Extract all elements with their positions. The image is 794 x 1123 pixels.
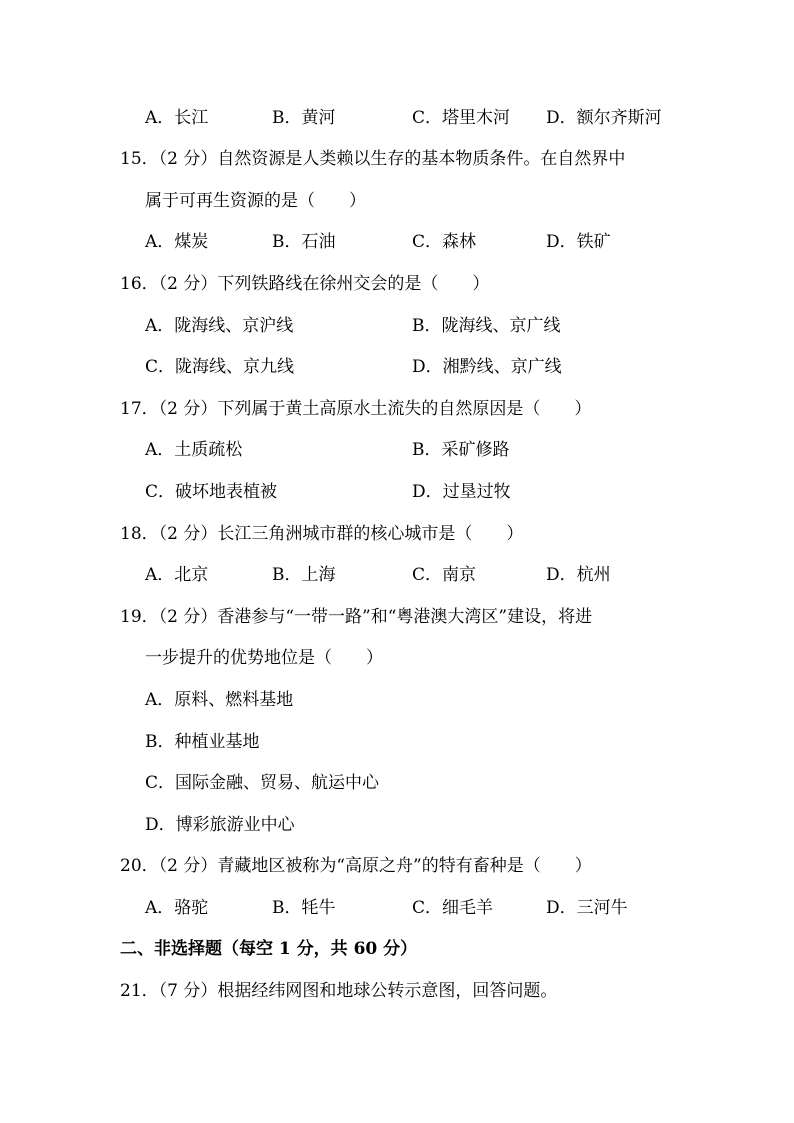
q15-stem-text1: 15．（2 分）自然资源是人类赖以生存的基本物质条件。在自然界中	[120, 149, 626, 169]
q19-option-d: D．博彩旅游业中心	[145, 815, 295, 835]
q16-option-d: D．湘黔线、京广线	[412, 357, 562, 377]
q21-stem-text: 21．（7 分）根据经纬网图和地球公转示意图，回答问题。	[120, 981, 558, 1001]
q19-option-a: A．原料、燃料基地	[145, 690, 294, 710]
q18-option-c: C．南京	[412, 565, 477, 585]
q20-option-a: A．骆驼	[145, 898, 209, 918]
q18-option-d: D．杭州	[546, 565, 611, 585]
q19-stem-text1: 19．（2 分）香港参与“一带一路”和“粤港澳大湾区”建设，将进	[120, 607, 593, 627]
q16-option-c: C．陇海线、京九线	[145, 357, 295, 377]
q19-option-c: C．国际金融、贸易、航运中心	[145, 773, 380, 793]
q18-stem-text: 18．（2 分）长江三角洲城市群的核心城市是（ ）	[120, 524, 524, 544]
q16-stem-text: 16．（2 分）下列铁路线在徐州交会的是（ ）	[120, 274, 490, 294]
q15-stem-text2: 属于可再生资源的是（ ）	[145, 191, 366, 211]
q15-option-c: C．森林	[412, 232, 477, 252]
section2-heading: 二、非选择题（每空 1 分，共 60 分）	[120, 939, 418, 959]
q16-option-a: A．陇海线、京沪线	[145, 316, 294, 336]
q19-stem-text2: 一步提升的优势地位是（ ）	[145, 648, 383, 668]
q20-stem-text: 20．（2 分）青藏地区被称为“高原之舟”的特有畜种是（ ）	[120, 856, 592, 876]
q14-option-b: B．黄河	[272, 108, 336, 128]
q17-option-c: C．破坏地表植被	[145, 482, 278, 502]
q14-option-c: C．塔里木河	[412, 108, 511, 128]
q16-option-b: B．陇海线、京广线	[412, 316, 561, 336]
q19-option-b: B．种植业基地	[145, 732, 260, 752]
q17-stem-text: 17．（2 分）下列属于黄土高原水土流失的自然原因是（ ）	[120, 399, 592, 419]
q15-option-b: B．石油	[272, 232, 336, 252]
q17-option-d: D．过垦过牧	[412, 482, 511, 502]
q17-option-a: A．土质疏松	[145, 440, 243, 460]
q20-option-c: C．细毛羊	[412, 898, 494, 918]
q18-option-a: A．北京	[145, 565, 209, 585]
q15-option-a: A．煤炭	[145, 232, 209, 252]
q18-option-b: B．上海	[272, 565, 336, 585]
q15-option-d: D．铁矿	[546, 232, 611, 252]
q20-option-b: B．牦牛	[272, 898, 336, 918]
q14-option-a: A．长江	[145, 108, 209, 128]
q20-option-d: D．三河牛	[546, 898, 628, 918]
q14-option-d: D．额尔齐斯河	[546, 108, 662, 128]
q17-option-b: B．采矿修路	[412, 440, 510, 460]
